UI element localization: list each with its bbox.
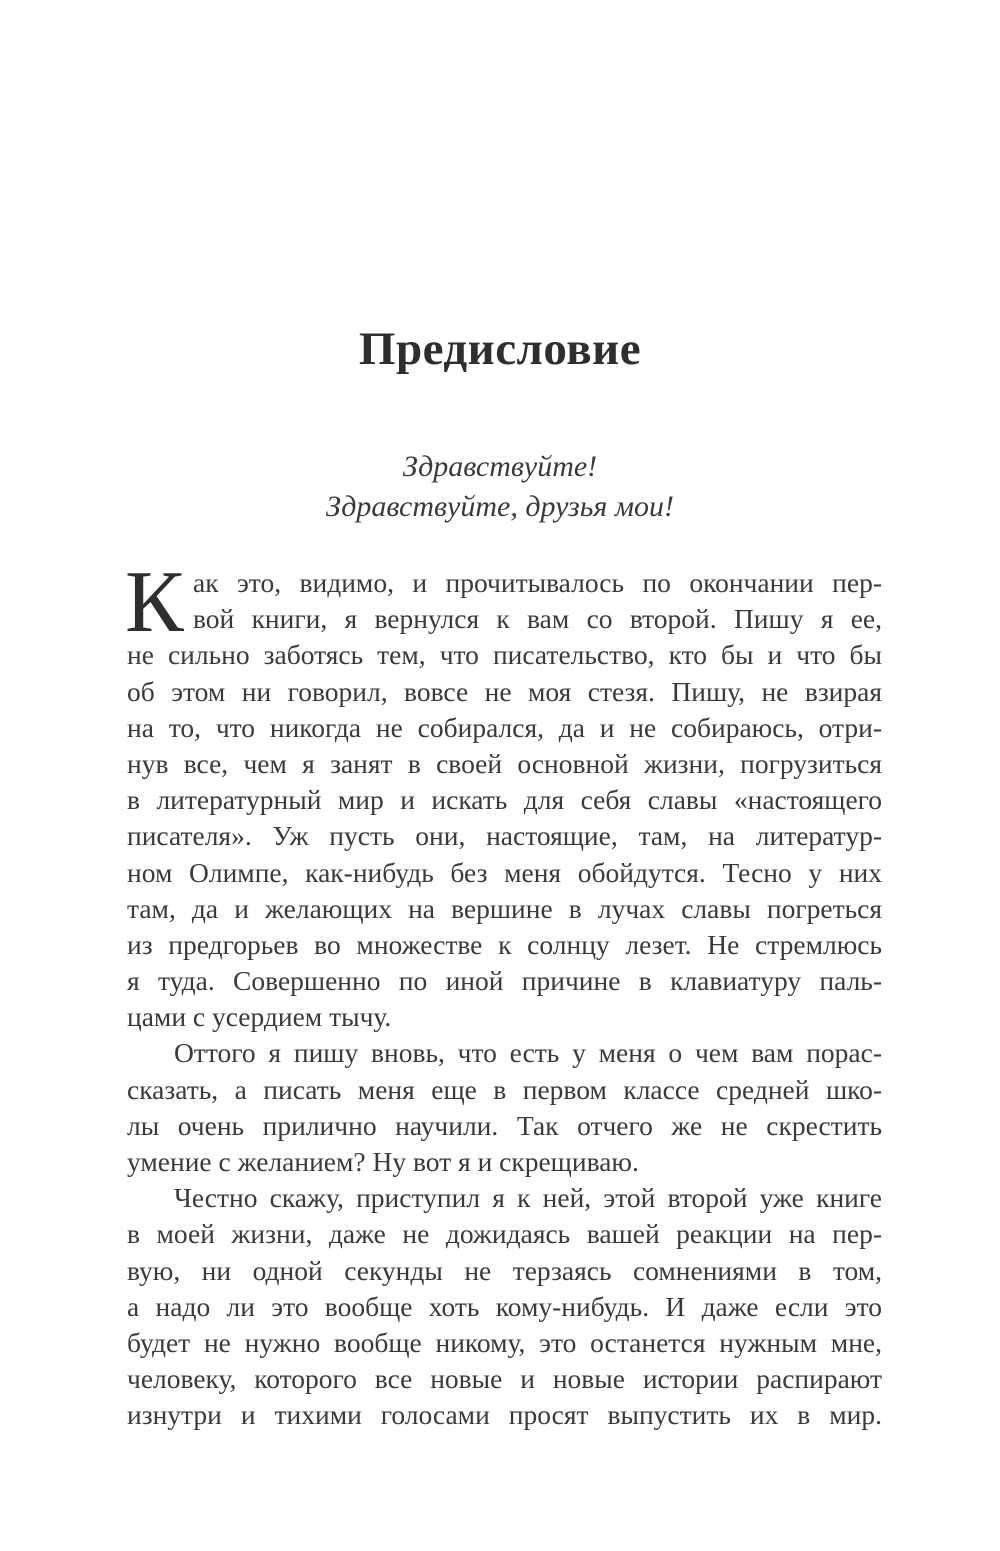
body-text [125, 554, 882, 1434]
text-line: вой книги, я вернулся к вам со второй. Пишу я ее, [193, 603, 882, 635]
text-line: там, да и желающих на вершине в лучах славы погреться [127, 892, 882, 924]
drop-cap: К [125, 554, 184, 651]
text-line: нув все, чем я занят в своей основной жизни, погрузиться [127, 747, 882, 779]
text-line: лы очень прилично научили. Так отчего же не скрестить [127, 1109, 882, 1141]
text-line: не сильно заботясь тем, что писательство, кто бы и что бы [127, 639, 882, 671]
epigraph-line: Здравствуйте! [402, 450, 598, 483]
text-line: я туда. Совершенно по иной причине в клавиатуру паль- [127, 965, 882, 997]
text-line: в литературный мир и искать для себя славы «настоящего [127, 784, 882, 816]
text-line: об этом ни говорил, вовсе не моя стезя. Пишу, не взирая [127, 675, 882, 707]
text-line: писателя». Уж пусть они, настоящие, там, на литератур- [127, 820, 882, 852]
text-line: ак это, видимо, и прочитывалось по окончании пер- [193, 567, 882, 598]
text-line: а надо ли это вообще хоть кому-нибудь. И даже если это [127, 1290, 882, 1322]
text-line: изнутри и тихими голосами просят выпустить их в мир. [127, 1399, 882, 1431]
epigraph [0, 447, 1000, 527]
text-line: в моей жизни, даже не дожидаясь вашей реакции на пер- [127, 1218, 882, 1250]
text-line: человеку, которого все новые и новые истории распирают [127, 1363, 882, 1395]
text-line: Честно скажу, приступил я к ней, этой второй уже книге [174, 1182, 882, 1214]
text-line: будет не нужно вообще никому, это останется нужным мне, [127, 1326, 882, 1358]
text-line: вую, ни одной секунды не терзаясь сомнениями в том, [127, 1254, 882, 1286]
text-line: из предгорьев во множестве к солнцу лезет. Не стремлюсь [127, 928, 882, 960]
text-line: сказать, а писать меня еще в первом классе средней шко- [127, 1073, 882, 1105]
text-line: ном Олимпе, как-нибудь без меня обойдутся. Тесно у них [127, 856, 882, 888]
epigraph-line: Здравствуйте, друзья мои! [326, 490, 674, 523]
text-line: умение с желанием? Ну вот я и скрещиваю. [127, 1146, 639, 1177]
text-line: Оттого я пишу вновь, что есть у меня о чем вам порас- [174, 1037, 882, 1069]
chapter-title: Предисловие [358, 323, 642, 375]
text-line: цами с усердием тычу. [127, 1001, 392, 1033]
text-line: на то, что никогда не собирался, да и не собираюсь, отри- [127, 711, 882, 743]
